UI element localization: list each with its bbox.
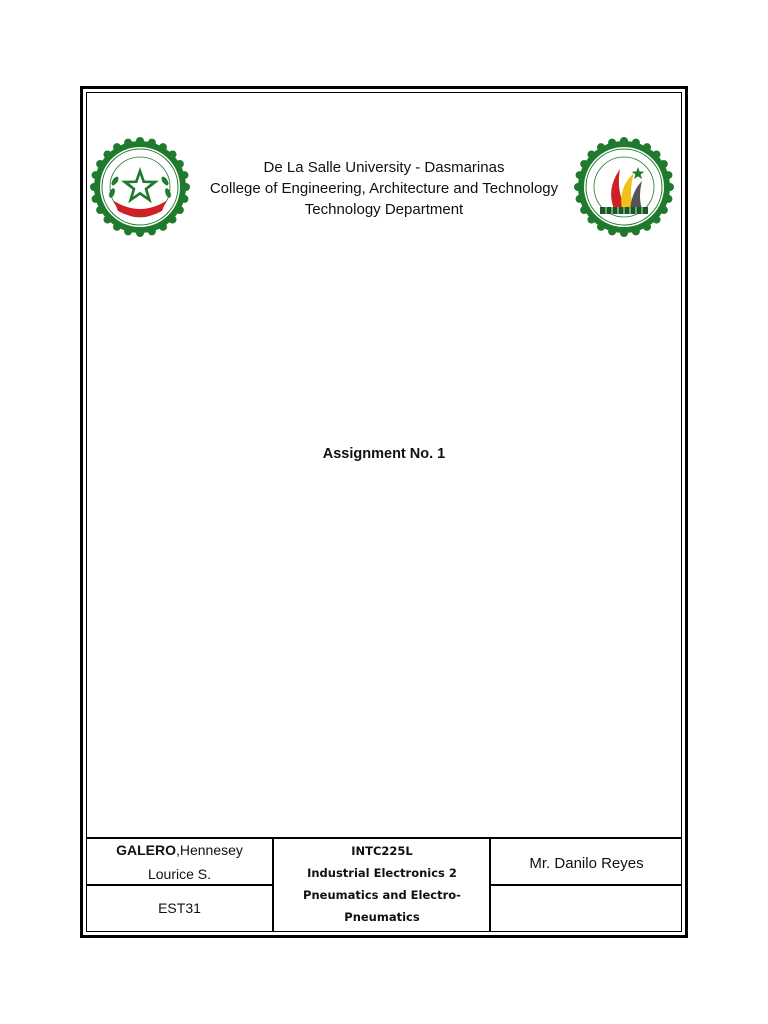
instructor-cell: Mr. Danilo Reyes — [529, 855, 644, 872]
assignment-title: Assignment No. 1 — [322, 446, 446, 462]
student-name-cell — [86, 837, 273, 886]
department-name: Technology Department — [304, 201, 464, 218]
section-cell: EST31 — [158, 900, 201, 916]
submission-table — [86, 837, 682, 932]
ceat-seal-icon — [574, 135, 674, 239]
student-given-name-2: Lourice S. — [147, 866, 212, 882]
student-surname: GALERO — [116, 842, 176, 858]
course-code: INTC225L — [351, 844, 413, 858]
course-topic-line-2: Pneumatics — [344, 910, 420, 924]
institution-header — [190, 157, 578, 220]
student-given-name: ,Hennesey — [175, 842, 243, 858]
dlsud-seal-icon — [90, 135, 190, 239]
course-name: Industrial Electronics 2 — [307, 866, 457, 880]
course-topic-line-1: Pneumatics and Electro- — [303, 888, 461, 902]
course-cell — [274, 840, 490, 928]
college-name: College of Engineering, Architecture and Technology — [209, 180, 559, 197]
university-name: De La Salle University - Dasmarinas — [263, 159, 505, 176]
